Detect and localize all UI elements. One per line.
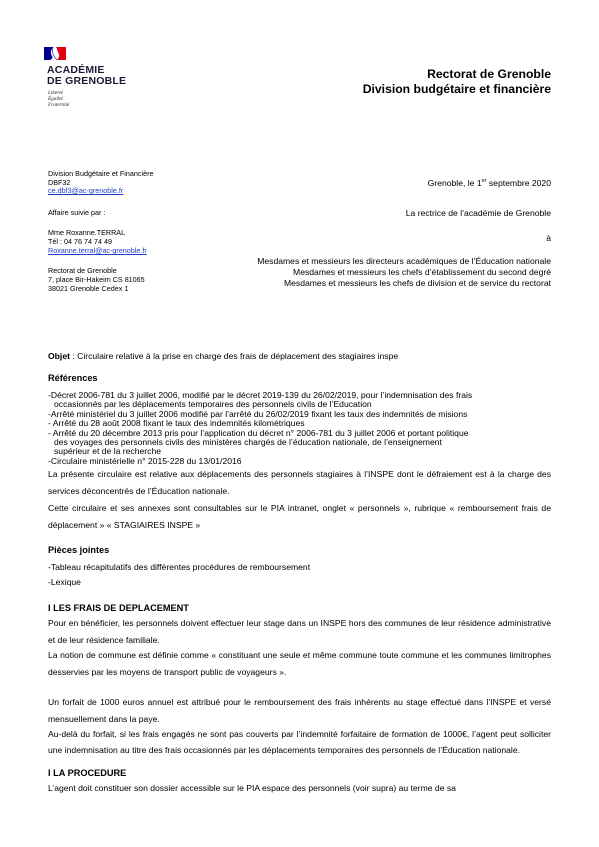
contact-phone: Tél : 04 76 74 74 49 [48,237,112,246]
objet-line: Objet : Circulaire relative à la prise en charge des frais de déplacement des stagiaires inspe [48,351,399,361]
section-frais-p3: Un forfait de 1000 euros annuel est attribué pour le remboursement des frais inhérents au stage effectué dans l’INSPE et versé mensuellement dans la paye. [48,697,551,724]
marianne-logo-icon [44,47,66,60]
motto-liberte: Liberté [48,90,63,96]
reference-item-cont: occasionnés par les déplacements temporaires des personnels civils de l’Education [54,399,372,410]
header-title-rectorat: Rectorat de Grenoble [427,67,551,81]
contact-name: Mme Roxanne.TERRAL [48,228,126,237]
address-line: 7, place Bir-Hakeim CS 81065 [48,275,145,284]
attachment-item: -Tableau récapitulatifs des différentes procédures de remboursement [48,562,311,572]
motto-egalite: Égalité [48,96,63,102]
recipients-block [251,256,551,288]
letter-a: à [546,233,551,243]
section-procedure-p1: L’agent doit constituer son dossier accessible sur le PIA espace des personnels (voir supra) au terme de sa [48,783,456,793]
logo-de-grenoble: DE GRENOBLE [47,75,127,87]
header-title-division: Division budgétaire et financière [362,82,551,96]
attachment-item: -Lexique [48,576,81,587]
address-line: 38021 Grenoble Cedex 1 [48,284,129,293]
sender-division: Division Budgétaire et Financière [48,169,154,178]
letter-date: Grenoble, le 1er septembre 2020 [427,178,551,188]
followed-by-label: Affaire suivie par : [48,208,106,217]
references-title: Références [48,373,98,383]
logo-academie: ACADÉMIE [47,64,105,76]
reference-item: - Arrêté du 20 décembre 2013 pris pour l’application du décret n° 2006-781 du 3 juillet 2006 et portant politique [48,427,469,438]
recipient-line: Mesdames et messieurs les chefs d’établissement du second degré [293,266,551,277]
attachments-list [48,560,551,589]
reference-item: -Circulaire ministérielle n° 2015-228 du 13/01/2016 [48,455,242,466]
contact-email-link[interactable]: Roxanne.terral@ac-grenoble.fr [48,246,147,255]
section-frais-p2: La notion de commune est définie comme « constituant une seule et même commune toute commune et les communes limitrophes desservies par les moyens de transport public de voyageurs ». [48,650,551,677]
letter-author: La rectrice de l’académie de Grenoble [405,208,551,218]
attachments-title: Pièces jointes [48,545,110,555]
reference-item: -Décret 2006-781 du 3 juillet 2006, modifié par le décret 2019-139 du 26/02/2019, pour l’indemnisation des frais [48,390,473,400]
reference-item: - Arrêté du 28 août 2008 fixant le taux des indemnités kilométriques [48,418,305,429]
pia-paragraph: Cette circulaire et ses annexes sont consultables sur le PIA intranet, onglet « personnels », rubrique « remboursement frais de déplacement » « STAGIAIRES INSPE » [48,503,551,530]
address-line: Rectorat de Grenoble [48,266,117,275]
section-frais-p1: Pour en bénéficier, les personnels doivent effectuer leur stage dans un INSPE hors des communes de leur résidence administrative et de leur résidence familiale. [48,618,551,645]
section-frais-p4: Au-delà du forfait, si les frais engagés ne sont pas couverts par l’indemnité forfaitaire de formation de 1000€, l’agent peut solliciter une indemnisation au titre des frais occasionnés par les déplacements temporaires des personnels de l’Éducation nationale. [48,729,551,755]
reference-item: -Arrêté ministériel du 3 juillet 2006 modifié par l’arrêté du 26/02/2019 fixant les taux des indemnités de misions [48,408,468,419]
sender-code: DBF32 [48,177,71,187]
references-list [48,391,551,466]
section-procedure-title: I LA PROCEDURE [48,768,127,778]
recipient-line: Mesdames et messieurs les chefs de division et de service du rectorat [283,277,551,288]
section-frais-title: I LES FRAIS DE DEPLACEMENT [48,603,189,613]
sender-email-link[interactable]: ce.dbf3@ac-grenoble.fr [48,186,124,195]
recipient-line: Mesdames et messieurs les directeurs académiques de l’Éducation nationale [257,256,551,266]
intro-paragraph: La présente circulaire est relative aux déplacements des personnels stagiaires à l’INSPE dont le défraiement est à la charge des services déconcentrés de l’Éducation nationale. [48,469,551,496]
motto-fraternite: Fraternité [48,102,70,108]
reference-item-cont: des voyages des personnels civils des ministères chargés de l’éducation nationale, de l’enseignement [54,437,442,448]
reference-item-cont: supérieur et de la recherche [54,446,162,457]
